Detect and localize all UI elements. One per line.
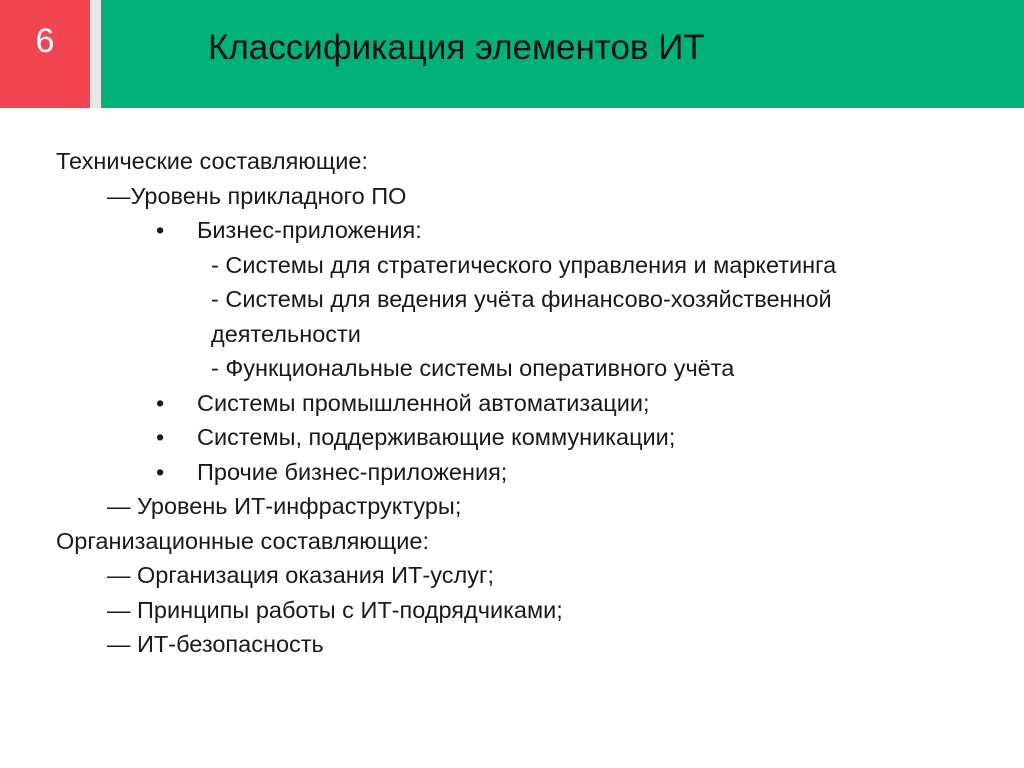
outline-text: Прочие бизнес-приложения; — [197, 458, 508, 485]
outline-item: — ИТ-безопасность — [107, 631, 324, 657]
slide-content — [0, 144, 1024, 662]
bullet-icon: • — [156, 458, 165, 485]
outline-text: Системы промышленной автоматизации; — [197, 389, 650, 416]
title-bar — [101, 0, 1024, 108]
outline-item — [0, 455, 1024, 490]
outline-item: —Уровень прикладного ПО — [107, 182, 407, 209]
outline-item: Технические составляющие: — [56, 148, 368, 174]
outline-text: Системы, поддерживающие коммуникации; — [197, 424, 676, 450]
outline-item: - Системы для стратегического управления и маркетинга — [211, 251, 837, 278]
outline-text: Бизнес-приложения: — [197, 217, 422, 243]
bullet-icon: • — [156, 217, 165, 243]
outline-item: - Функциональные системы оперативного учёта — [211, 355, 735, 381]
outline-item: деятельности — [211, 320, 361, 347]
outline-item: Организационные составляющие: — [56, 527, 429, 554]
outline-item: — Уровень ИТ-инфраструктуры; — [107, 493, 462, 519]
slide-title: Классификация элементов ИТ — [208, 28, 705, 67]
outline-item — [0, 420, 1024, 455]
bullet-icon: • — [156, 389, 165, 416]
number-separator — [90, 0, 101, 108]
outline-item: — Организация оказания ИТ-услуг; — [107, 562, 495, 588]
bullet-icon: • — [156, 424, 165, 450]
slide-number-box — [0, 0, 90, 108]
slide-number: 6 — [35, 22, 55, 60]
outline-item: - Системы для ведения учёта финансово-хозяйственной — [211, 286, 832, 312]
outline-item — [0, 213, 1024, 248]
outline-item — [0, 386, 1024, 421]
outline-item: — Принципы работы с ИТ-подрядчиками; — [107, 596, 563, 623]
